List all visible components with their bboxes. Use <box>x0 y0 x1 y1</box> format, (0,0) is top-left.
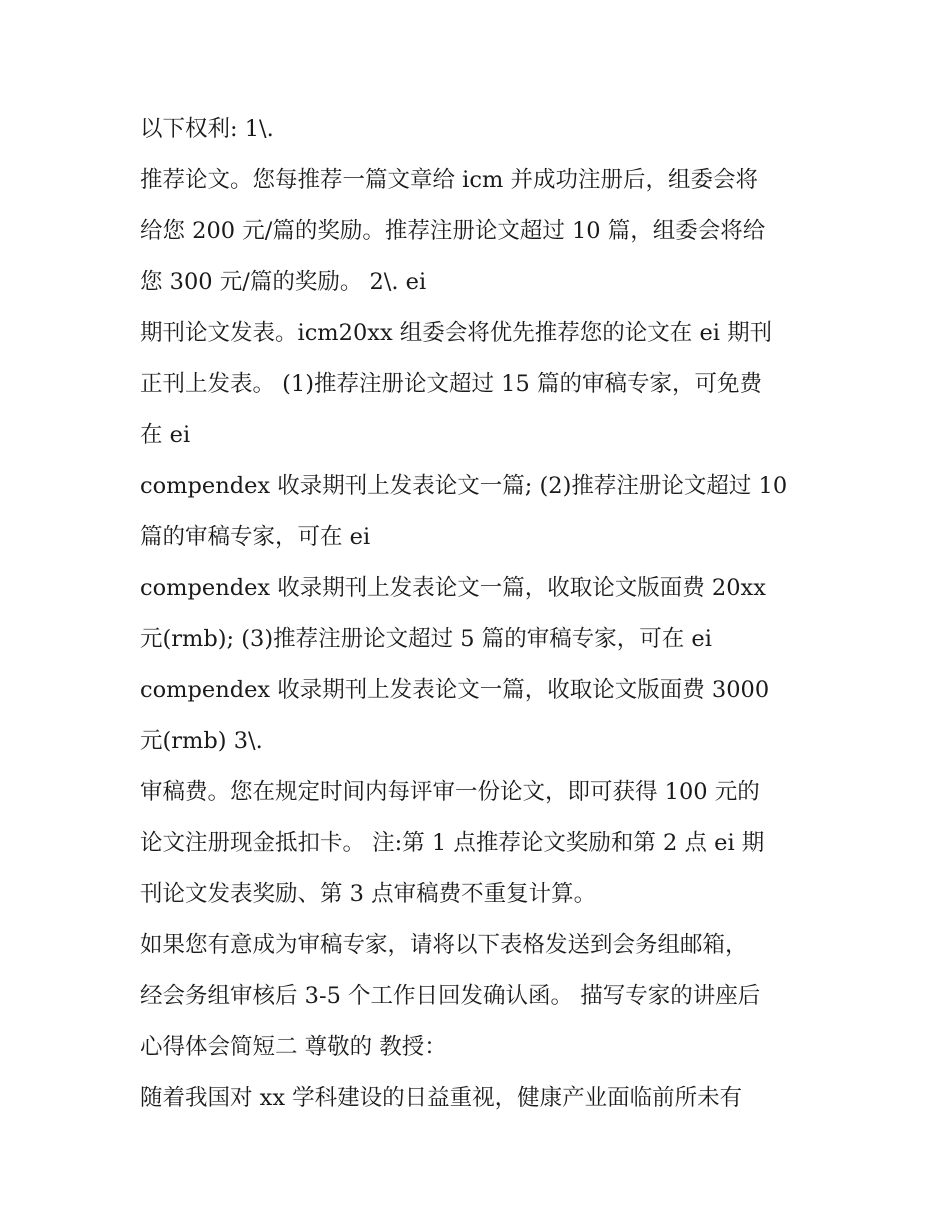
text-line: 刊论文发表奖励、第 3 点审稿费不重复计算。 <box>140 881 597 907</box>
text-line: 期刊论文发表。icm20xx 组委会将优先推荐您的论文在 ei 期刊 <box>140 320 773 346</box>
text-line: 审稿费。您在规定时间内每评审一份论文，即可获得 100 元的 <box>140 779 760 805</box>
text-line: 以下权利: 1\. <box>140 116 274 142</box>
text-line: 心得体会简短二 尊敬的 教授： <box>140 1034 447 1060</box>
text-line: 论文注册现金抵扣卡。 注:第 1 点推荐论文奖励和第 2 点 ei 期 <box>140 830 765 856</box>
text-line: 经会务组审核后 3-5 个工作日回发确认函。 描写专家的讲座后 <box>140 983 761 1009</box>
text-line: 在 ei <box>140 422 191 448</box>
text-line: 推荐论文。您每推荐一篇文章给 icm 并成功注册后，组委会将 <box>140 167 758 193</box>
text-line: compendex 收录期刊上发表论文一篇，收取论文版面费 3000 <box>140 677 770 703</box>
text-line: 篇的审稿专家，可在 ei <box>140 524 371 550</box>
text-line: 给您 200 元/篇的奖励。推荐注册论文超过 10 篇，组委会将给 <box>140 218 766 244</box>
text-line: 元(rmb) 3\. <box>140 728 263 754</box>
text-line: 随着我国对 xx 学科建设的日益重视，健康产业面临前所未有 <box>140 1085 743 1111</box>
text-line: 您 300 元/篇的奖励。 2\. ei <box>140 269 427 295</box>
body-text <box>140 104 820 1124</box>
text-line: compendex 收录期刊上发表论文一篇; (2)推荐注册论文超过 10 <box>140 473 788 499</box>
text-line: compendex 收录期刊上发表论文一篇，收取论文版面费 20xx <box>140 575 766 601</box>
text-line: 正刊上发表。 (1)推荐注册论文超过 15 篇的审稿专家，可免费 <box>140 371 762 397</box>
text-line: 如果您有意成为审稿专家，请将以下表格发送到会务组邮箱， <box>140 932 748 958</box>
text-line: 元(rmb); (3)推荐注册论文超过 5 篇的审稿专家，可在 ei <box>140 626 712 652</box>
